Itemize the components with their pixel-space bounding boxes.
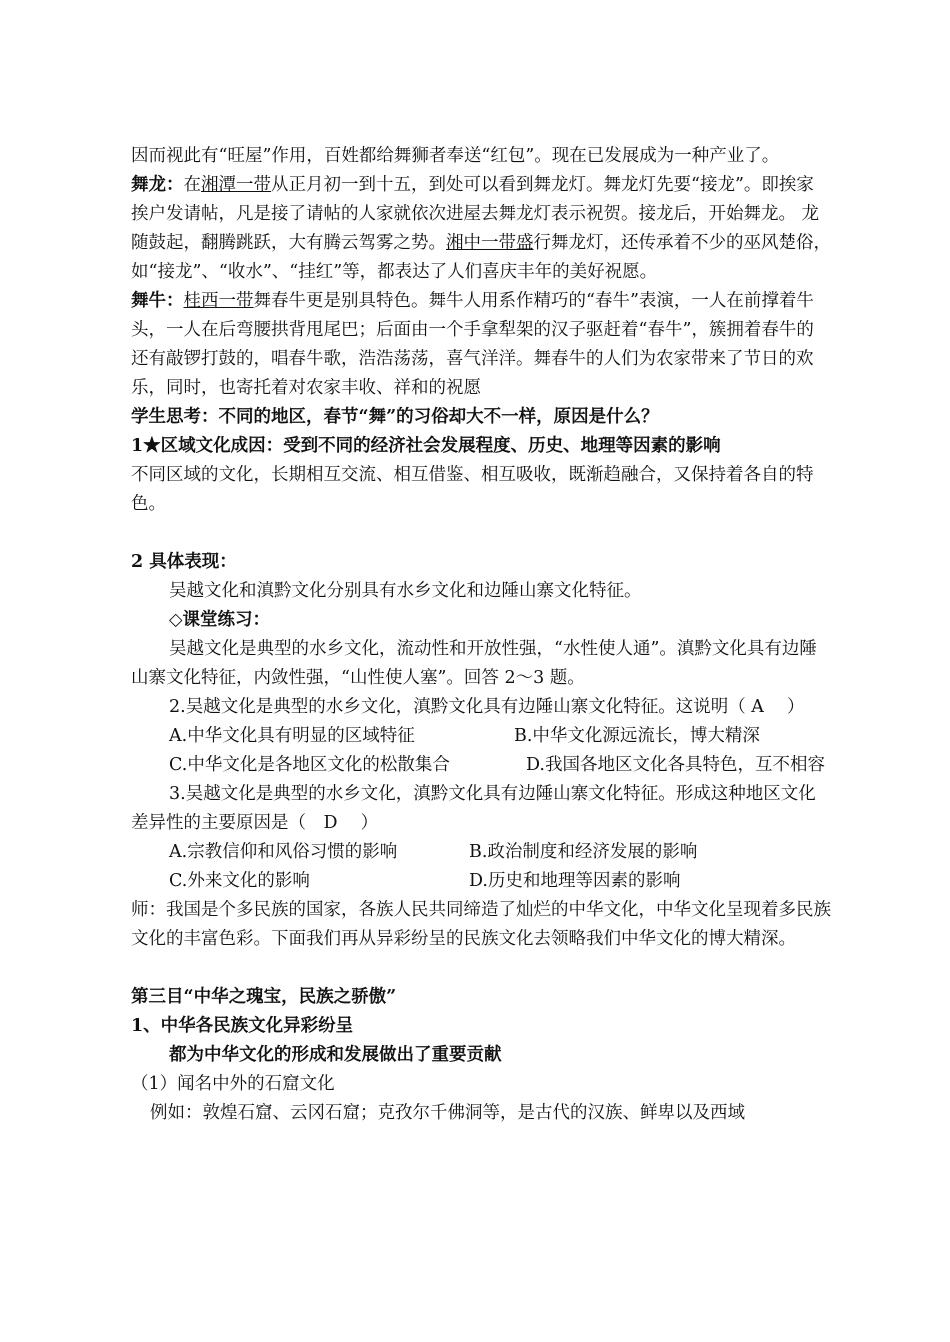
section-3-heading: 第三目“中华之瑰宝，民族之骄傲” <box>131 987 397 1007</box>
paragraph-ox-dance <box>131 287 831 403</box>
dragon-place-2: 湘中一带盛 <box>446 233 534 253</box>
teacher-remark: 师：我国是个多民族的国家，各族人民共同缔造了灿烂的中华文化，中华文化呈现着多民族文化的丰富色彩。下面我们再从异彩纷呈的民族文化去领略我们中华文化的博大精深。 <box>131 900 831 949</box>
dragon-place-1: 湘潭一带 <box>201 175 271 195</box>
question-2-stem: 2.吴越文化是典型的水乡文化，滇黔文化具有边陲山寨文化特征。这说明（ A ） <box>169 697 805 717</box>
ox-label: 舞牛： <box>131 291 184 311</box>
cause-heading: 1★区域文化成因：受到不同的经济社会发展程度、历史、地理等因素的影响 <box>131 436 721 456</box>
document-body <box>131 142 831 1128</box>
practice-intro: 吴越文化是典型的水乡文化，流动性和开放性强，“水性使人通”。滇黔文化具有边陲山寨文化特征，内敛性强，“山性使人塞”。回答 2～3 题。 <box>131 639 817 688</box>
dragon-label: 舞龙： <box>131 175 184 195</box>
section-3-example: 例如：敦煌石窟、云冈石窟；克孜尔千佛洞等，是古代的汉族、鲜卑以及西域 <box>150 1103 745 1123</box>
student-question: 学生思考：不同的地区，春节“舞”的习俗却大不一样，原因是什么？ <box>131 407 659 427</box>
practice-heading: ◇课堂练习： <box>169 610 270 630</box>
section-3-point-1-detail: 都为中华文化的形成和发展做出了重要贡献 <box>169 1045 502 1065</box>
q3-option-a: A.宗教信仰和风俗习惯的影响 <box>169 842 398 862</box>
q3-option-d: D.历史和地理等因素的影响 <box>469 871 681 891</box>
performance-heading: 2 具体表现： <box>131 552 237 572</box>
q3-option-c: C.外来文化的影响 <box>169 871 310 891</box>
question-2-options-cd <box>131 751 831 780</box>
question-3-stem: 3.吴越文化是典型的水乡文化，滇黔文化具有边陲山寨文化特征。形成这种地区文化差异性的主要原因是（ D ） <box>131 784 816 833</box>
question-3-options-ab <box>131 838 831 867</box>
ox-place: 桂西一带 <box>183 291 254 311</box>
spacer <box>131 954 831 983</box>
section-3-subpoint-1: （1）闻名中外的石窟文化 <box>131 1074 335 1094</box>
paragraph-dragon-dance <box>131 171 831 287</box>
dragon-text-3: 行舞龙灯，还传承着不少的巫风楚俗，如“接龙”、“收水”、“挂红”等，都表达了人们喜庆丰年的美好祝愿。 <box>131 233 831 282</box>
question-3-options-cd <box>131 867 831 896</box>
performance-text: 吴越文化和滇黔文化分别具有水乡文化和边陲山寨文化特征。 <box>169 581 642 601</box>
ox-text: 舞春牛更是别具特色。舞牛人用系作精巧的“春牛”表演，一人在前撑着牛头，一人在后弯腰拱背甩尾巴；后面由一个手拿犁架的汉子驱赶着“春牛”，簇拥着春牛的还有敲锣打鼓的，唱春牛歌，浩浩荡荡，喜气洋洋。舞春牛的人们为农家带来了节日的欢乐，同时，也寄托着对农家丰收、祥和的祝愿 <box>131 291 814 398</box>
cause-text: 不同区域的文化，长期相互交流、相互借鉴、相互吸收，既渐趋融合，又保持着各自的特色。 <box>131 465 814 514</box>
spacer <box>131 519 831 548</box>
dragon-text-1: 在 <box>183 175 201 195</box>
q2-option-c: C.中华文化是各地区文化的松散集合 <box>169 755 450 775</box>
paragraph-lion-dance: 因而视此有“旺屋”作用，百姓都给舞狮者奉送“红包”。现在已发展成为一种产业了。 <box>131 146 780 166</box>
section-3-point-1: 1、中华各民族文化异彩纷呈 <box>131 1016 354 1036</box>
q2-option-d: D.我国各地区文化各具特色，互不相容 <box>526 755 825 775</box>
q2-option-b: B.中华文化源远流长，博大精深 <box>514 726 760 746</box>
q3-option-b: B.政治制度和经济发展的影响 <box>469 842 698 862</box>
question-2-options-ab <box>131 722 831 751</box>
dragon-text-2: 从正月初一到十五，到处可以看到舞龙灯。舞龙灯先要“接龙”。即挨家挨户发请帖，凡是接了请帖的人家就依次进屋去舞龙灯表示祝贺。接龙后，开始舞龙。 龙随鼓起，翻腾跳跃，大有腾云驾雾之势。 <box>131 175 820 253</box>
q2-option-a: A.中华文化具有明显的区域特征 <box>169 726 415 746</box>
